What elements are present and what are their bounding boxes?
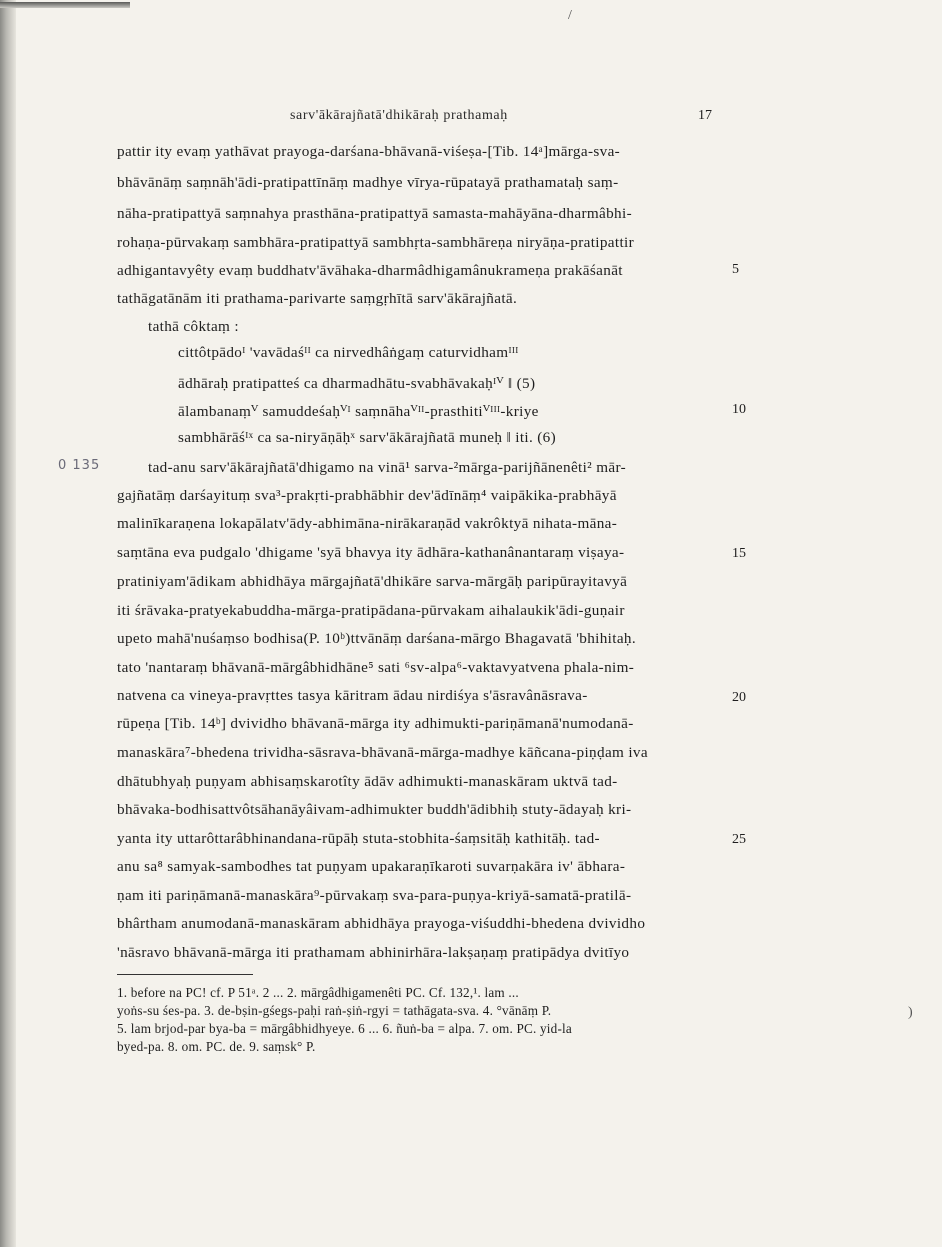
footnote-rule — [117, 974, 253, 975]
text-line: adhigantavyêty evaṃ buddhatv'āvāhaka-dharmâdhigamânukrameṇa prakāśanāt — [117, 262, 623, 279]
edge-mark: ) — [908, 1005, 913, 1020]
text-line: nāha-pratipattyā saṃnahya prasthāna-pratipattyā samasta-mahāyāna-dharmâbhi- — [117, 205, 632, 222]
text-line: manaskāra⁷-bhedena trividha-sāsrava-bhāvanā-mārga-madhye kāñcana-piṇḍam iva — [117, 744, 648, 761]
text-line: rohaṇa-pūrvakaṃ sambhāra-pratipattyā sambhṛta-sambhāreṇa niryāṇa-pratipattir — [117, 234, 635, 251]
text-line: gajñatāṃ darśayituṃ sva³-prakṛti-prabhābhir dev'ādīnāṃ⁴ vaipākika-prabhāyā — [117, 487, 617, 504]
line-number: 20 — [732, 690, 746, 705]
text-line: pratiniyam'ādikam abhidhāya mārgajñatā'dhikāre sarva-mārgāḥ paripūrayitavyā — [117, 573, 628, 590]
verse-line: ālambanaṃⱽ samuddeśaḥⱽᴵ saṃnāhaⱽᴵᴵ-prasthitiⱽᴵᴵᴵ-kriye — [178, 403, 539, 420]
text-line: tathā côktaṃ : — [148, 318, 239, 335]
top-mark: / — [568, 8, 572, 23]
verse-line: sambhārāśᴵˣ ca sa-niryāṇāḥˣ sarv'ākārajñatā muneḥ ‖ iti. (6) — [178, 429, 557, 446]
text-line: tato 'nantaraṃ bhāvanā-mārgâbhidhāne⁵ sati ⁶sv-alpa⁶-vaktavyatvena phala-nim- — [117, 659, 635, 676]
line-number: 10 — [732, 402, 746, 417]
scan-shadow-top — [0, 2, 130, 8]
text-line: ṇam iti pariṇāmanā-manaskāra⁹-pūrvakaṃ sva-para-puṇya-kriyā-samatā-pratilā- — [117, 887, 632, 904]
footnote-line: 5. lam brjod-par bya-ba = mārgâbhidhyeye. 6 ... 6. ñuṅ-ba = alpa. 7. om. PC. yid-la — [117, 1021, 572, 1036]
text-line: saṃtāna eva pudgalo 'dhigame 'syā bhavya ity ādhāra-kathanânantaraṃ viṣaya- — [117, 544, 625, 561]
text-line: dhātubhyaḥ puṇyam abhisaṃskarotîty ādāv adhimukti-manaskāram uktvā tad- — [117, 773, 618, 790]
text-line: pattir ity evaṃ yathāvat prayoga-darśana-bhāvanā-viśeṣa-[Tib. 14ᵃ]mārga-sva- — [117, 143, 621, 160]
text-line: malinīkaraṇena lokapālatv'ādy-abhimāna-nirākaraṇād vakrôktyā nihata-māna- — [117, 515, 618, 532]
line-number: 15 — [732, 546, 746, 561]
text-line: tathāgatānām iti prathama-parivarte saṃgṛhītā sarv'ākārajñatā. — [117, 290, 518, 307]
text-line: yanta ity uttarôttarâbhinandana-rūpāḥ stuta-stobhita-śaṃsitāḥ kathitāḥ. tad- — [117, 830, 600, 847]
page-number: 17 — [698, 108, 712, 123]
text-line: iti śrāvaka-pratyekabuddha-mārga-pratipādana-pūrvakam aihalaukik'ādi-guṇair — [117, 602, 625, 619]
running-header: sarv'ākārajñatā'dhikāraḥ prathamaḥ — [290, 108, 508, 123]
footnote-line: byed-pa. 8. om. PC. de. 9. saṃsk° P. — [117, 1039, 316, 1054]
footnote-line: 1. before na PC! cf. P 51ᵃ. 2 ... 2. mārgâdhigamenêti PC. Cf. 132,¹. lam ... — [117, 985, 519, 1000]
footnote-line: yoṅs-su śes-pa. 3. de-bṣin-gśegs-paḥi raṅ-ṣiṅ-rgyi = tathāgata-sva. 4. °vānāṃ P. — [117, 1003, 552, 1018]
text-line: 'nāsravo bhāvanā-mārga iti prathamam abhinirhāra-lakṣaṇaṃ pratipādya dvitīyo — [117, 944, 630, 961]
text-line: bhârtham anumodanā-manaskāram abhidhāya prayoga-viśuddhi-bhedena dvividho — [117, 915, 646, 932]
line-number: 25 — [732, 832, 746, 847]
verse-line: ādhāraḥ pratipatteś ca dharmadhātu-svabhāvakaḥᴵⱽ ‖ (5) — [178, 375, 536, 392]
line-number: 5 — [732, 262, 739, 277]
scan-shadow-edge — [0, 0, 16, 1247]
text-line: bhāvaka-bodhisattvôtsāhanāyâivam-adhimukter buddh'ādibhiḥ stuty-ādayaḥ kri- — [117, 801, 632, 818]
text-line: tad-anu sarv'ākārajñatā'dhigamo na vinā¹ sarva-²mārga-parijñānenêti² mār- — [148, 459, 626, 476]
text-line: bhāvānāṃ saṃnāh'ādi-pratipattīnāṃ madhye vīrya-rūpatayā prathamataḥ saṃ- — [117, 174, 619, 191]
text-line: upeto mahā'nuśaṃso bodhisa(P. 10ᵇ)ttvānāṃ darśana-mārgo Bhagavatā 'bhihitaḥ. — [117, 630, 636, 647]
text-line: rūpeṇa [Tib. 14ᵇ] dvividho bhāvanā-mārga ity adhimukti-pariṇāmanā'numodanā- — [117, 715, 634, 732]
margin-handwritten-note: 0 135 — [58, 458, 101, 473]
text-line: anu sa⁸ samyak-sambodhes tat puṇyam upakaraṇīkaroti suvarṇakāra iv' ābhara- — [117, 858, 626, 875]
verse-line: cittôtpādoᴵ 'vavādaśᴵᴵ ca nirvedhâṅgaṃ caturvidhamᴵᴵᴵ — [178, 344, 519, 361]
text-line: natvena ca vineya-pravṛttes tasya kāritram ādau nirdiśya s'āsravânāsrava- — [117, 687, 588, 704]
